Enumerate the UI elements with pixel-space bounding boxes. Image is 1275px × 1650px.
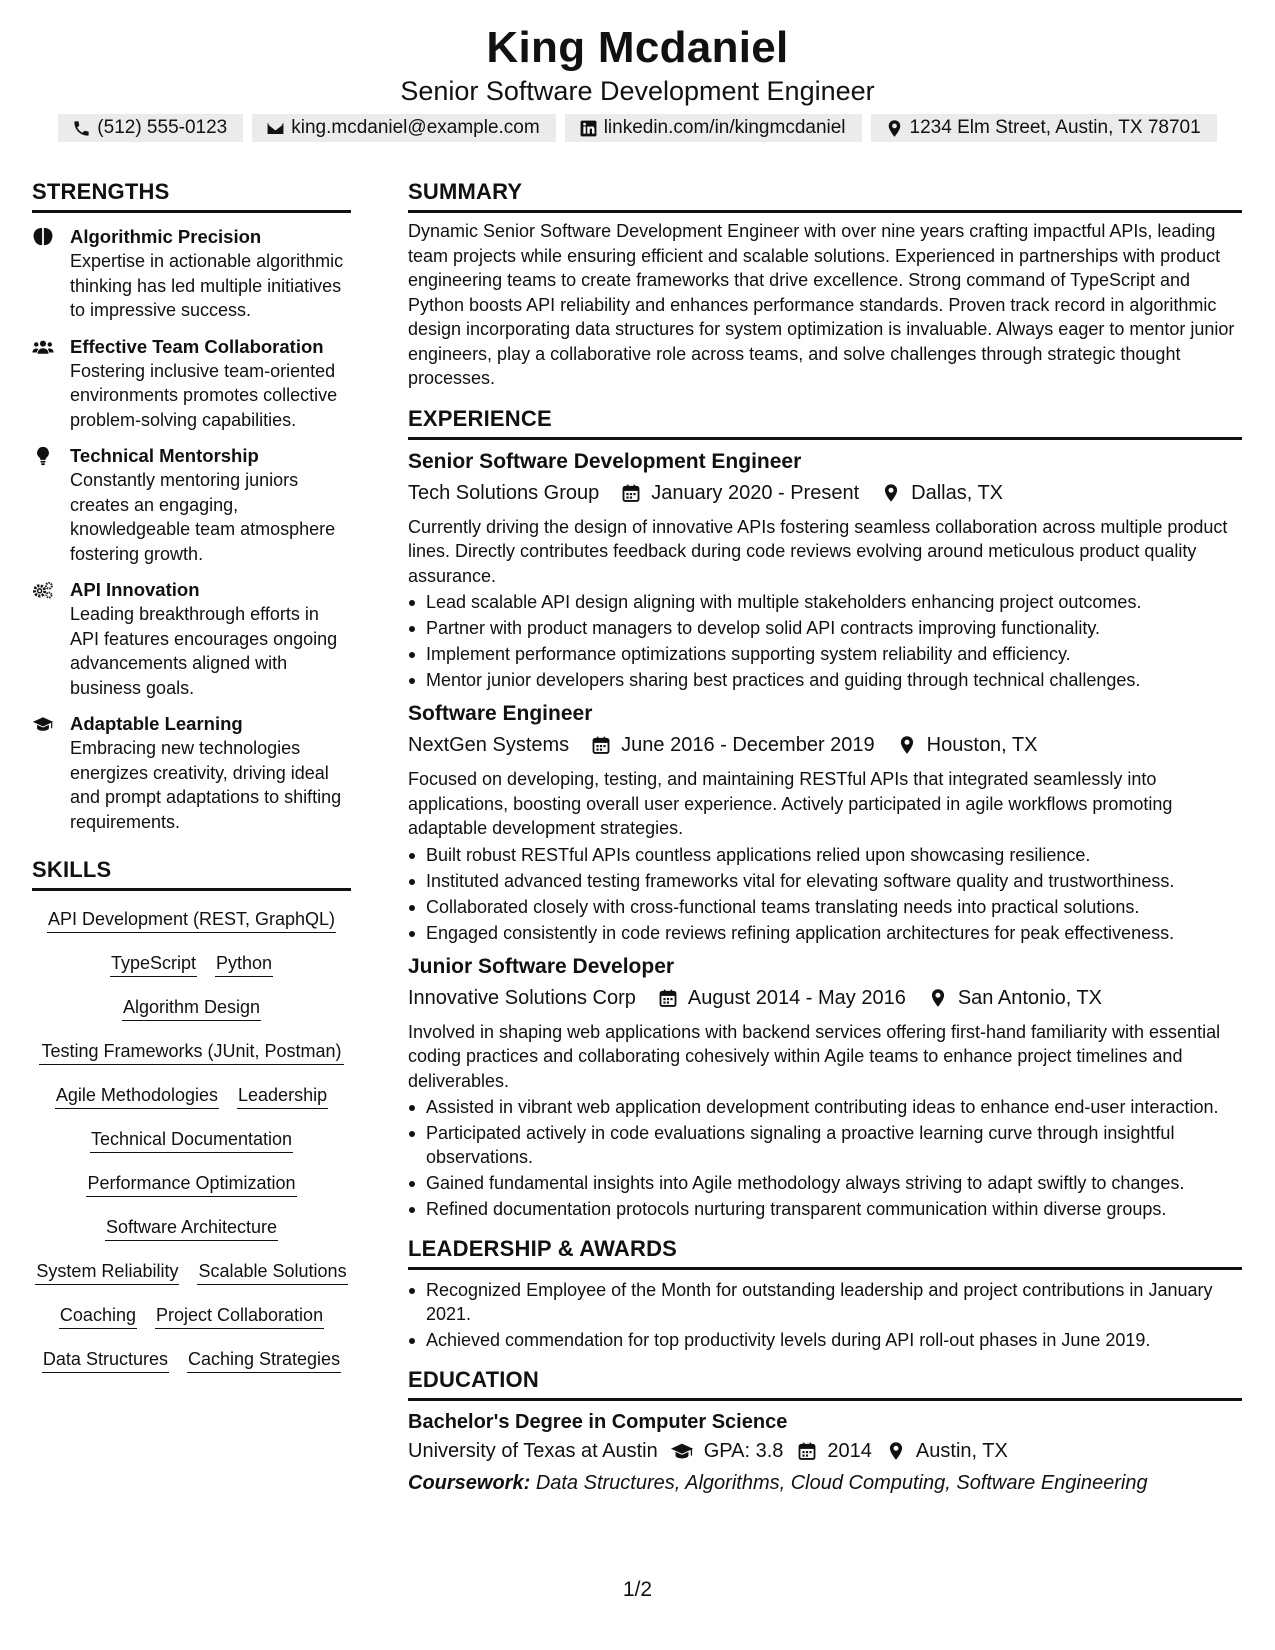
strength-item: [32, 712, 351, 834]
job-dates: January 2020 - Present: [651, 481, 860, 504]
job-bullets: [408, 590, 1242, 692]
coursework: [408, 1469, 1242, 1497]
gpa: GPA: 3.8: [703, 1440, 784, 1462]
skill-tag: Testing Frameworks (JUnit, Postman): [39, 1039, 344, 1065]
strength-title: Adaptable Learning: [70, 713, 243, 734]
contact-phone: [58, 114, 243, 142]
calendar-icon: [591, 735, 611, 755]
strength-title: Algorithmic Precision: [70, 226, 262, 247]
job-bullet: Gained fundamental insights into Agile methodology always striving to adapt swiftly to changes.: [408, 1171, 1242, 1195]
job-dates: August 2014 - May 2016: [687, 986, 906, 1009]
summary-text: Dynamic Senior Software Development Engineer with over nine years crafting impactful APIs, leading team projects while ensuring efficient and scalable solutions. Experienced in partnerships with product engineering teams to create frameworks that drive excellence. Strong command of TypeScript and Python boosts API reliability and enhances performance standards. Proven track record in algorithmic design incorporating data structures for system optimization is invaluable. Always eager to mentor junior engineers, play a collaborative role across teams, and solve challenges through strategic thought processes.: [408, 221, 1235, 388]
strength-desc: Constantly mentoring juniors creates an engaging, knowledgeable team atmosphere fostering growth.: [70, 470, 336, 564]
map-pin-icon: [928, 988, 948, 1008]
job-bullet: Implement performance optimizations supporting system reliability and efficiency.: [408, 642, 1242, 666]
award-item: Recognized Employee of the Month for outstanding leadership and project contributions in January 2021.: [408, 1278, 1242, 1326]
map-pin-icon: [881, 483, 901, 503]
contact-linkedin[interactable]: [565, 114, 862, 142]
school-name: University of Texas at Austin: [408, 1440, 658, 1462]
contact-bar: [0, 114, 1275, 142]
strength-title: Effective Team Collaboration: [70, 335, 324, 357]
strength-item: [32, 225, 351, 323]
job-bullets: [408, 1095, 1242, 1221]
awards-heading: LEADERSHIP & AWARDS: [408, 1235, 1242, 1270]
skill-tag: Caching Strategies: [187, 1347, 341, 1373]
contact-phone-text: (512) 555-0123: [97, 117, 228, 138]
coursework-label: Coursework:: [408, 1472, 531, 1494]
skill-tag: Data Structures: [42, 1347, 169, 1373]
strength-desc: Fostering inclusive team-oriented environments promotes collective problem-solving capabilities.: [70, 360, 338, 430]
skill-tag: Coaching: [59, 1303, 137, 1329]
job-title: Software Engineer: [408, 702, 593, 725]
job-meta: [408, 984, 1242, 1012]
brain-icon: [32, 227, 54, 247]
lightbulb-icon: [32, 446, 54, 466]
job-bullet: Instituted advanced testing frameworks vital for elevating software quality and trustworthiness.: [408, 869, 1242, 893]
graduation-cap-icon: [670, 1441, 694, 1461]
experience-heading: EXPERIENCE: [408, 405, 1242, 440]
graduation-cap-icon: [32, 714, 54, 734]
job-bullet: Mentor junior developers sharing best practices and guiding through technical challenges.: [408, 668, 1242, 692]
page-number: 1/2: [622, 1578, 653, 1601]
job-bullet: Participated actively in code evaluations signaling a proactive learning curve through insightful observations.: [408, 1121, 1242, 1169]
strength-desc: Embracing new technologies energizes creativity, driving ideal and prompt adaptations to shifting requirements.: [70, 738, 342, 832]
calendar-icon: [621, 483, 641, 503]
job-meta: [408, 479, 1242, 507]
gears-icon: [32, 580, 54, 600]
job-dates: June 2016 - December 2019: [621, 734, 875, 756]
job-company: Tech Solutions Group: [408, 481, 600, 504]
skill-tag: System Reliability: [35, 1259, 179, 1285]
skill-tag: Algorithm Design: [122, 995, 261, 1021]
left-column: [32, 178, 351, 1373]
job-description: Focused on developing, testing, and maintaining RESTful APIs that integrated seamlessly into applications, boosting overall user experience. Actively participated in agile workflows promoting adaptable development strategies.: [408, 769, 1173, 838]
job-title: Junior Software Developer: [408, 954, 675, 978]
job-description: Involved in shaping web applications with backend services offering first-hand familiarity with essential coding practices and collaborating cohesively within Agile teams to enhance project timelines and deliverables.: [408, 1021, 1221, 1091]
strength-desc: Leading breakthrough efforts in API features encourages ongoing advancements aligned with business goals.: [70, 604, 338, 698]
skill-tag: Software Architecture: [105, 1215, 278, 1241]
job-title: Senior Software Development Engineer: [408, 449, 802, 473]
skill-tag: TypeScript: [110, 951, 197, 977]
job-bullet: Built robust RESTful APIs countless applications relied upon showcasing resilience.: [408, 843, 1242, 867]
skill-tag: Leadership: [237, 1083, 328, 1109]
job-company: Innovative Solutions Corp: [408, 986, 636, 1009]
strength-item: [32, 335, 351, 433]
job-bullet: Lead scalable API design aligning with multiple stakeholders enhancing project outcomes.: [408, 590, 1242, 614]
strength-item: [32, 444, 351, 566]
job-entry: [408, 953, 1242, 1222]
award-item: Achieved commendation for top productivity levels during API roll-out phases in June 2019.: [408, 1328, 1242, 1352]
job-description: Currently driving the design of innovative APIs fostering seamless collaboration across multiple product lines. Directly contributes feedback during code reviews evolving around meticulous product quality assurance.: [408, 516, 1228, 586]
skill-tag: Python: [215, 951, 273, 977]
calendar-icon: [658, 988, 678, 1008]
envelope-icon: [266, 119, 285, 138]
education-meta: [408, 1437, 1242, 1465]
job-bullet: Assisted in vibrant web application development contributing ideas to enhance end-user interaction.: [408, 1095, 1242, 1119]
contact-address-text: 1234 Elm Street, Austin, TX 78701: [909, 117, 1201, 138]
school-location: Austin, TX: [915, 1440, 1008, 1462]
candidate-name: King Mcdaniel: [486, 23, 789, 72]
strength-item: [32, 578, 351, 700]
skill-tag: Scalable Solutions: [197, 1259, 347, 1285]
strength-desc: Expertise in actionable algorithmic thinking has led multiple initiatives to impressive success.: [70, 251, 344, 320]
summary-heading: SUMMARY: [408, 178, 1242, 213]
contact-linkedin-text: linkedin.com/in/kingmcdaniel: [603, 117, 846, 138]
right-column: [408, 178, 1242, 1497]
job-entry: [408, 448, 1242, 693]
job-entry: [408, 700, 1242, 945]
linkedin-icon: [579, 119, 598, 138]
job-meta: [408, 731, 1242, 759]
users-icon: [32, 337, 54, 357]
contact-address: [871, 114, 1217, 142]
job-company: NextGen Systems: [408, 734, 570, 756]
contact-email[interactable]: [252, 114, 555, 142]
skills-heading: SKILLS: [32, 856, 351, 891]
strength-title: API Innovation: [70, 579, 200, 600]
skills-list: [32, 907, 351, 1373]
job-location: Houston, TX: [926, 734, 1038, 756]
job-bullet: Engaged consistently in code reviews refining application architectures for peak effectiveness.: [408, 921, 1242, 945]
candidate-title: Senior Software Development Engineer: [400, 76, 875, 106]
map-pin-icon: [886, 1441, 906, 1461]
coursework-list: Data Structures, Algorithms, Cloud Computing, Software Engineering: [535, 1472, 1148, 1494]
strengths-heading: STRENGTHS: [32, 178, 351, 213]
map-pin-icon: [897, 735, 917, 755]
contact-email-text: king.mcdaniel@example.com: [291, 117, 540, 138]
skill-tag: Agile Methodologies: [55, 1083, 219, 1109]
job-bullets: [408, 843, 1242, 945]
phone-icon: [72, 119, 91, 138]
skill-tag: Performance Optimization: [86, 1171, 296, 1197]
graduation-year: 2014: [827, 1440, 872, 1462]
job-bullet: Refined documentation protocols nurturing transparent communication within diverse groups.: [408, 1197, 1242, 1221]
skill-tag: Project Collaboration: [155, 1303, 324, 1329]
skill-tag: Technical Documentation: [90, 1127, 293, 1153]
degree-title: Bachelor's Degree in Computer Science: [408, 1411, 788, 1433]
skill-tag: API Development (REST, GraphQL): [47, 907, 336, 933]
strength-title: Technical Mentorship: [70, 445, 259, 466]
job-bullet: Collaborated closely with cross-functional teams translating needs into practical solutions.: [408, 895, 1242, 919]
resume-header: [0, 22, 1275, 108]
awards-list: [408, 1278, 1242, 1352]
map-pin-icon: [885, 119, 904, 138]
job-location: San Antonio, TX: [957, 986, 1103, 1009]
job-location: Dallas, TX: [911, 481, 1004, 504]
job-bullet: Partner with product managers to develop solid API contracts improving functionality.: [408, 616, 1242, 640]
calendar-icon: [797, 1441, 817, 1461]
education-heading: EDUCATION: [408, 1366, 1242, 1401]
